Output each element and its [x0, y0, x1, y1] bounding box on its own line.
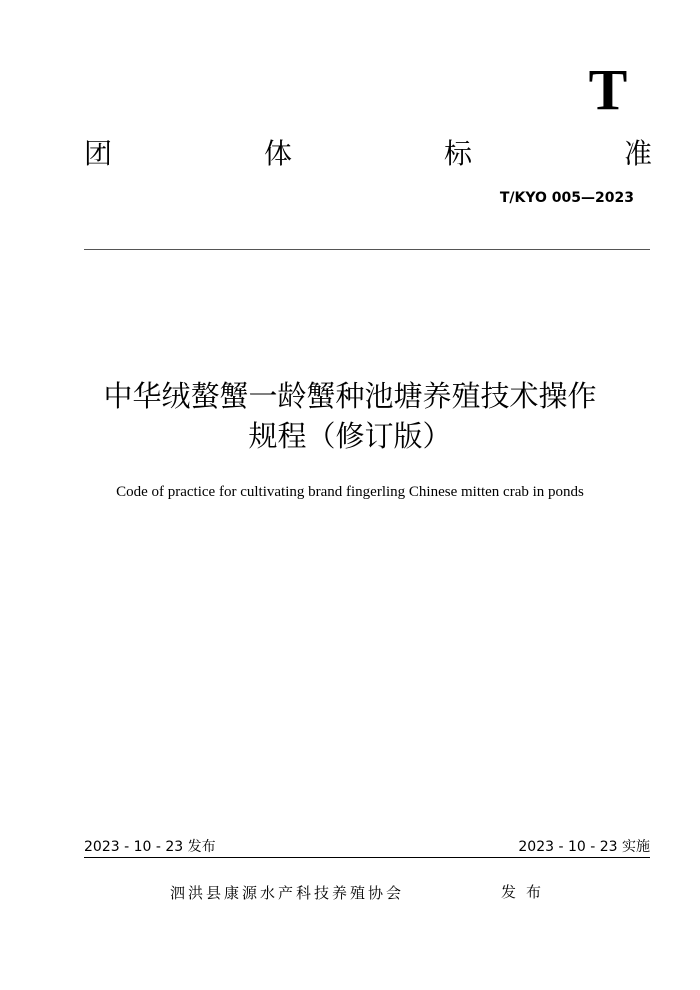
standard-type-char: 准	[624, 137, 653, 170]
chinese-title-line-2: 规程（修订版）	[248, 419, 452, 453]
chinese-title	[60, 376, 640, 456]
top-divider	[84, 249, 650, 250]
standard-type-char: 标	[444, 137, 473, 170]
standard-type-letter: T	[588, 57, 628, 122]
publisher-name: 泗洪县康源水产科技养殖协会	[170, 884, 405, 902]
publish-label: 发布	[501, 883, 552, 901]
standard-code: T/KYO 005—2023	[499, 190, 634, 206]
standard-type-heading	[0, 136, 700, 172]
bottom-divider	[84, 857, 650, 858]
publish-date: 2023 - 10 - 23 发布	[84, 839, 216, 855]
english-title: Code of practice for cultivating brand fingerling Chinese mitten crab in ponds	[116, 484, 584, 500]
standard-type-char: 团	[84, 137, 113, 170]
implementation-date: 2023 - 10 - 23 实施	[518, 839, 650, 855]
chinese-title-line-1: 中华绒螯蟹一龄蟹种池塘养殖技术操作	[103, 379, 597, 413]
standard-type-char: 体	[264, 137, 293, 170]
